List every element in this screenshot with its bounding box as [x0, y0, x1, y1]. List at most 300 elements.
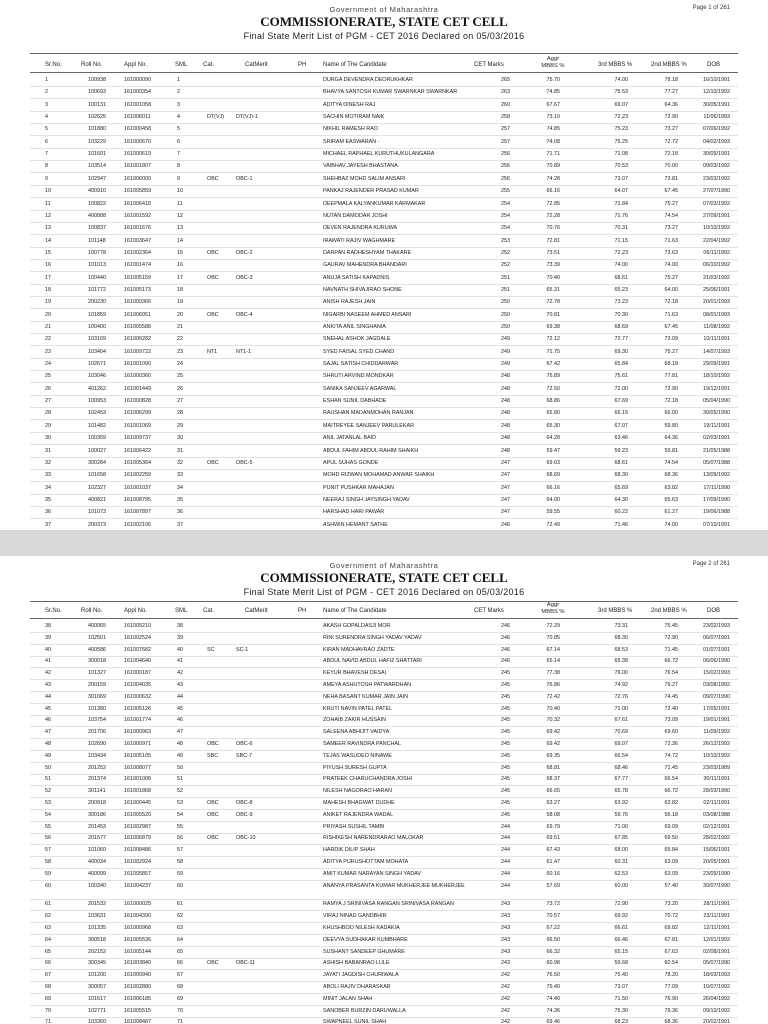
sml-cell: 35: [177, 496, 183, 503]
cet-marks-cell: 245: [501, 764, 510, 771]
roll-cell: 101060: [88, 847, 106, 854]
appl-cell: 161007682: [124, 646, 151, 653]
appl-cell: 161003840: [124, 960, 151, 967]
third-mbbs-cell: 64.30: [614, 496, 628, 503]
aggr-mbbs-cell: 59.55: [546, 509, 560, 516]
second-mbbs-cell: 59.81: [664, 447, 678, 454]
table-row: [0, 482, 768, 495]
third-mbbs-cell: 60.31: [614, 859, 628, 865]
third-mbbs-cell: 59.23: [614, 447, 628, 454]
sr-cell: 55: [45, 823, 51, 830]
appl-cell: 161005105: [124, 752, 151, 759]
third-mbbs-cell: 68.30: [614, 634, 628, 641]
third-mbbs-cell: 72.76: [614, 693, 628, 700]
roll-cell: 100400: [88, 324, 106, 330]
cet-marks-cell: 245: [501, 776, 510, 783]
table-row: [0, 86, 768, 99]
candidate-name-cell: ASHWIN HEMANT SATHE: [323, 521, 388, 528]
table-row: [0, 235, 768, 248]
candidate-name-cell: KIRAN MADHAVRAO ZADTE: [323, 646, 395, 653]
roll-cell: 103404: [88, 348, 106, 355]
third-mbbs-cell: 68.00: [614, 847, 628, 854]
appl-cell: 161001008: [124, 776, 151, 783]
third-mbbs-cell: 71.08: [614, 151, 628, 158]
aggr-mbbs-cell: 66.16: [546, 188, 560, 195]
candidate-name-cell: AMIT KUMAR NARAYAN SINGH YADAV: [323, 870, 421, 877]
document-subtitle: Final State Merit List of PGM - CET 2016 Declared on 05/03/2016: [243, 587, 525, 597]
aggr-mbbs-cell: 73.39: [546, 262, 560, 269]
dob-cell: 21/03/1992: [703, 274, 730, 281]
cet-marks-cell: 244: [501, 882, 510, 889]
aggr-mbbs-cell: 64.28: [546, 435, 560, 442]
appl-cell: 161005144: [124, 948, 151, 955]
aggr-mbbs-cell: 71.71: [546, 151, 560, 158]
cet-marks-cell: 249: [501, 348, 510, 355]
candidate-name-cell: ESHAN SUNIL DABHADE: [323, 398, 387, 405]
appl-cell: 161008077: [124, 764, 151, 771]
second-mbbs-cell: 57.40: [664, 882, 678, 889]
table-row: [0, 99, 768, 112]
aggr-mbbs-cell: 72.28: [546, 212, 560, 219]
dob-cell: 20/05/1991: [703, 859, 730, 865]
dob-cell: 11/08/1992: [703, 324, 730, 330]
appl-cell: 161006185: [124, 995, 151, 1002]
third-mbbs-cell: 69.92: [614, 913, 628, 920]
aggr-mbbs-cell: 57.69: [546, 882, 560, 889]
aggr-mbbs-cell: 66.16: [546, 484, 560, 491]
cet-marks-cell: 244: [501, 847, 510, 854]
aggr-mbbs-cell: 72.42: [546, 693, 560, 700]
cet-marks-cell: 248: [501, 373, 510, 380]
roll-cell: 102327: [88, 484, 106, 491]
candidate-name-cell: AMEYA ASHUTOSH PATWARDHAN: [323, 682, 412, 688]
cet-marks-cell: 253: [501, 237, 510, 244]
sml-cell: 31: [177, 447, 183, 454]
candidate-name-cell: HARDIK DILIP SHAH: [323, 847, 375, 854]
second-mbbs-cell: 76.36: [664, 1007, 678, 1014]
aggr-mbbs-cell: 74.28: [546, 175, 560, 182]
catmerit-cell: DT(VJ)-1: [236, 114, 258, 121]
candidate-name-cell: APUL SUHAS GONDE: [323, 459, 379, 466]
cet-marks-cell: 247: [501, 509, 510, 516]
second-mbbs-cell: 64.36: [664, 101, 678, 108]
cet-marks-cell: 251: [501, 286, 510, 293]
third-mbbs-cell: 68.61: [614, 274, 628, 281]
aggr-mbbs-cell: 72.50: [546, 385, 560, 392]
third-mbbs-cell: 75.25: [614, 138, 628, 145]
dob-cell: 17/09/1990: [703, 496, 730, 503]
roll-cell: 400910: [88, 188, 106, 195]
table-row: [0, 259, 768, 272]
sml-cell: 39: [177, 634, 183, 641]
cet-marks-cell: 245: [501, 800, 510, 806]
sml-cell: 18: [177, 286, 183, 293]
sr-cell: 5: [45, 126, 48, 133]
dob-cell: 12/01/1992: [703, 936, 730, 943]
aggr-mbbs-cell: 66.32: [546, 948, 560, 955]
third-mbbs-cell: 66.15: [614, 410, 628, 417]
header-bottom-rule: [30, 618, 738, 619]
cet-marks-cell: 265: [501, 77, 510, 83]
candidate-name-cell: ANANYA PRASANTA KUMAR MUKHERJEE MUKHERJEE: [323, 882, 465, 889]
second-mbbs-cell: 61.27: [664, 509, 678, 516]
dob-cell: 01/07/1991: [703, 646, 730, 653]
roll-cell: 101380: [88, 705, 106, 712]
sr-cell: 42: [45, 670, 51, 677]
roll-cell: 103046: [88, 373, 106, 380]
dob-cell: 23/09/1990: [703, 870, 730, 877]
dob-cell: 18/03/1993: [703, 972, 730, 979]
catmerit-cell: OBC-1: [236, 175, 253, 182]
sr-cell: 53: [45, 800, 51, 806]
appl-cell: 161001069: [124, 422, 151, 429]
roll-cell: 101482: [88, 422, 106, 429]
appl-cell: 161001058: [124, 101, 151, 108]
candidate-name-cell: HARSHAD HARI PAWAR: [323, 509, 385, 516]
appl-cell: 161005536: [124, 936, 151, 943]
candidate-name-cell: PUNIT PUSHKAR MAHAJAN: [323, 484, 394, 491]
candidate-name-cell: PANKAJ RAJENDER PRASAD KUMAR: [323, 188, 419, 195]
candidate-name-cell: SRIRAM EASWARAN -: [323, 138, 380, 145]
roll-cell: 101601: [88, 151, 106, 158]
table-row: [0, 123, 768, 136]
cet-marks-cell: 256: [501, 175, 510, 182]
sml-cell: 33: [177, 472, 183, 479]
roll-cell: 103229: [88, 138, 106, 145]
category-cell: DT(VJ): [207, 114, 225, 121]
category-cell: OBC: [207, 800, 219, 806]
second-mbbs-cell: 73.27: [664, 225, 678, 232]
dob-cell: 30/05/1990: [703, 410, 730, 417]
sml-cell: 46: [177, 717, 183, 724]
cet-marks-cell: 247: [501, 484, 510, 491]
appl-cell: 161000090: [124, 77, 151, 83]
col-header-name: Name of The Candidate: [323, 608, 387, 614]
dob-cell: 28/11/1991: [703, 901, 730, 908]
table-row: [0, 321, 768, 334]
roll-cell: 101880: [88, 126, 106, 133]
cet-marks-cell: 243: [501, 936, 510, 943]
col-header-aggr-line1: Aggr: [546, 56, 560, 62]
dob-cell: 09/07/1990: [703, 693, 730, 700]
aggr-mbbs-cell: 69.51: [546, 835, 560, 842]
appl-cell: 161009722: [124, 348, 151, 355]
third-mbbs-cell: 70.31: [614, 225, 628, 232]
cet-marks-cell: 257: [501, 126, 510, 133]
col-header-aggr: [538, 56, 568, 70]
roll-cell: 102671: [88, 361, 106, 368]
sr-cell: 12: [45, 212, 51, 219]
candidate-name-cell: MAHESH BHAGWAT DUDHE: [323, 800, 395, 806]
dob-cell: 08/01/1993: [703, 311, 730, 318]
dob-cell: 05/07/1990: [703, 960, 730, 967]
col-header-sml: SML: [175, 608, 188, 614]
sr-cell: 26: [45, 385, 51, 392]
roll-cell: 101200: [88, 972, 106, 979]
category-cell: OBC: [207, 311, 219, 318]
appl-cell: 161000828: [124, 398, 151, 405]
appl-cell: 161002880: [124, 984, 151, 990]
aggr-mbbs-cell: 76.50: [546, 972, 560, 979]
roll-cell: 103434: [88, 752, 106, 759]
sml-cell: 40: [177, 646, 183, 653]
second-mbbs-cell: 74.54: [664, 459, 678, 466]
cet-marks-cell: 249: [501, 336, 510, 343]
roll-cell: 103631: [88, 913, 106, 920]
col-header-sml: SML: [175, 62, 188, 68]
sml-cell: 44: [177, 693, 183, 700]
third-mbbs-cell: 72.23: [614, 114, 628, 121]
sml-cell: 5: [177, 126, 180, 133]
second-mbbs-cell: 72.18: [664, 398, 678, 405]
cet-marks-cell: 244: [501, 870, 510, 877]
sr-cell: 52: [45, 788, 51, 795]
roll-cell: 300518: [88, 936, 106, 943]
second-mbbs-cell: 75.27: [664, 348, 678, 355]
second-mbbs-cell: 76.90: [664, 995, 678, 1002]
sr-cell: 27: [45, 398, 51, 405]
roll-cell: 102625: [88, 114, 106, 121]
second-mbbs-cell: 75.27: [664, 274, 678, 281]
candidate-name-cell: NEERAJ SINGH JAYSINGH YADAV: [323, 496, 410, 503]
sml-cell: 30: [177, 435, 183, 442]
candidate-name-cell: SACHIN MOTIRAM NAIK: [323, 114, 385, 121]
third-mbbs-cell: 74.92: [614, 682, 628, 688]
dob-cell: 23/03/1989: [703, 764, 730, 771]
cet-marks-cell: 242: [501, 995, 510, 1002]
aggr-mbbs-cell: 76.89: [546, 373, 560, 380]
cet-marks-cell: 245: [501, 811, 510, 818]
roll-cell: 100822: [88, 200, 106, 207]
cet-marks-cell: 242: [501, 972, 510, 979]
cet-marks-cell: 263: [501, 89, 510, 96]
sml-cell: 6: [177, 138, 180, 145]
cet-marks-cell: 256: [501, 151, 510, 158]
aggr-mbbs-cell: 73.10: [546, 114, 560, 121]
aggr-mbbs-cell: 74.85: [546, 126, 560, 133]
roll-cell: 103360: [88, 1019, 106, 1024]
aggr-mbbs-cell: 64.00: [546, 496, 560, 503]
candidate-name-cell: RISHIKESH NARENDRARAO MALOKAR: [323, 835, 424, 842]
sml-cell: 57: [177, 847, 183, 854]
roll-cell: 103514: [88, 163, 106, 170]
cet-marks-cell: 252: [501, 249, 510, 256]
sml-cell: 70: [177, 1007, 183, 1014]
sml-cell: 16: [177, 262, 183, 269]
sr-cell: 51: [45, 776, 51, 783]
sr-cell: 11: [45, 200, 51, 207]
second-mbbs-cell: 68.36: [664, 472, 678, 479]
sml-cell: 7: [177, 151, 180, 158]
sml-cell: 52: [177, 788, 183, 795]
table-row: [0, 111, 768, 124]
candidate-name-cell: VAIBHAV JAYESH BHASTANA: [323, 163, 398, 170]
sr-cell: 65: [45, 948, 51, 955]
sr-cell: 63: [45, 925, 51, 931]
third-mbbs-cell: 74.00: [614, 77, 628, 83]
sml-cell: 15: [177, 249, 183, 256]
candidate-name-cell: KEYUR BHAVESH DESAI: [323, 670, 387, 677]
appl-cell: 161000445: [124, 800, 151, 806]
third-mbbs-cell: 71.15: [614, 237, 628, 244]
dob-cell: 23/11/1991: [703, 913, 730, 920]
third-mbbs-cell: 67.61: [614, 717, 628, 724]
sr-cell: 32: [45, 459, 51, 466]
table-row: [0, 346, 768, 359]
appl-cell: 161005173: [124, 286, 151, 293]
cet-marks-cell: 248: [501, 385, 510, 392]
second-mbbs-cell: 77.09: [664, 984, 678, 990]
dob-cell: 07/06/1992: [703, 126, 730, 133]
aggr-mbbs-cell: 65.14: [546, 658, 560, 665]
third-mbbs-cell: 71.00: [614, 823, 628, 830]
page-number: Page 1 of 261: [692, 5, 730, 11]
dob-cell: 26/04/1992: [703, 995, 730, 1002]
catmerit-cell: OBC-10: [236, 835, 256, 842]
third-mbbs-cell: 60.22: [614, 509, 628, 516]
third-mbbs-cell: 75.30: [614, 1007, 628, 1014]
dob-cell: 07/10/1991: [703, 521, 730, 528]
second-mbbs-cell: 63.09: [664, 859, 678, 865]
candidate-name-cell: ZOHAIB ZAKIR HUSSAIN: [323, 717, 386, 724]
appl-cell: 161000187: [124, 670, 151, 677]
appl-cell: 161002524: [124, 634, 151, 641]
second-mbbs-cell: 74.00: [664, 521, 678, 528]
appl-cell: 161004237: [124, 882, 151, 889]
aggr-mbbs-cell: 73.72: [546, 901, 560, 908]
candidate-name-cell: SNEHAL ASHOK JAGDALE: [323, 336, 391, 343]
candidate-name-cell: ABDUL FAHIM ABDUL RAHIM SHAIKH: [323, 447, 419, 454]
category-cell: OBC: [207, 459, 219, 466]
sml-cell: 64: [177, 936, 183, 943]
dob-cell: 26/12/1992: [703, 741, 730, 747]
dob-cell: 19/01/1991: [703, 717, 730, 724]
aggr-mbbs-cell: 73.51: [546, 249, 560, 256]
sr-cell: 68: [45, 984, 51, 990]
table-row: [0, 333, 768, 346]
candidate-name-cell: NEHA BASANT KUMAR JAIN JAIN: [323, 693, 408, 700]
sr-cell: 37: [45, 521, 51, 528]
candidate-name-cell: NIKHIL RAMESH RAO: [323, 126, 378, 133]
candidate-name-cell: ABDUL NAVID ABDUL HAFIZ SHATTARI: [323, 658, 422, 665]
cet-marks-cell: 256: [501, 163, 510, 170]
candidate-name-cell: DEVEN RAJENDRA KURUWA: [323, 225, 398, 232]
third-mbbs-cell: 65.69: [614, 484, 628, 491]
third-mbbs-cell: 76.00: [614, 670, 628, 677]
second-mbbs-cell: 71.45: [664, 764, 678, 771]
cet-marks-cell: 245: [501, 788, 510, 795]
dob-cell: 28/03/1990: [703, 788, 730, 795]
candidate-name-cell: ADITYA DINESH RAJ: [323, 101, 376, 108]
roll-cell: 100938: [88, 77, 106, 83]
aggr-mbbs-cell: 70.89: [546, 163, 560, 170]
second-mbbs-cell: 65.63: [664, 496, 678, 503]
third-mbbs-cell: 60.00: [614, 882, 628, 889]
aggr-mbbs-cell: 72.12: [546, 336, 560, 343]
sml-cell: 42: [177, 670, 183, 677]
appl-cell: 161001090: [124, 361, 151, 368]
appl-cell: 161004640: [124, 658, 151, 665]
aggr-mbbs-cell: 69.42: [546, 741, 560, 747]
aggr-mbbs-cell: 70.76: [546, 225, 560, 232]
col-header-aggr-line2: MBBS %: [541, 63, 565, 69]
col-header-dob: DOB: [707, 608, 721, 614]
second-mbbs-cell: 73.63: [664, 249, 678, 256]
cet-marks-cell: 245: [501, 693, 510, 700]
dob-cell: 20/02/1991: [703, 1019, 730, 1024]
appl-cell: 161004035: [124, 682, 151, 688]
second-mbbs-cell: 69.50: [664, 835, 678, 842]
third-mbbs-cell: 67.85: [614, 835, 628, 842]
sr-cell: 9: [45, 175, 48, 182]
third-mbbs-cell: 62.53: [614, 870, 628, 877]
second-mbbs-cell: 72.18: [664, 299, 678, 306]
third-mbbs-cell: 69.07: [614, 741, 628, 747]
sml-cell: 12: [177, 212, 183, 219]
cet-marks-cell: 248: [501, 435, 510, 442]
dob-cell: 19/06/1988: [703, 509, 730, 516]
third-mbbs-cell: 63.46: [614, 435, 628, 442]
sr-cell: 7: [45, 151, 48, 158]
candidate-name-cell: NIGARBI NASEEM AHMED ANSARI: [323, 311, 412, 318]
sml-cell: 56: [177, 835, 183, 842]
cet-marks-cell: 254: [501, 225, 510, 232]
third-mbbs-cell: 70.69: [614, 729, 628, 736]
sml-cell: 3: [177, 101, 180, 108]
second-mbbs-cell: 66.72: [664, 658, 678, 665]
candidate-name-cell: PRATEEK CHARUCHANDRA JOSHI: [323, 776, 413, 783]
catmerit-cell: OBC-8: [236, 800, 253, 806]
sr-cell: 43: [45, 682, 51, 688]
roll-cell: 101658: [88, 472, 106, 479]
second-mbbs-cell: 77.27: [664, 89, 678, 96]
cet-marks-cell: 250: [501, 324, 510, 330]
second-mbbs-cell: 73.20: [664, 901, 678, 908]
second-mbbs-cell: 75.27: [664, 200, 678, 207]
sr-cell: 3: [45, 101, 48, 108]
candidate-name-cell: SWAPNEEL SUNIL SHAH: [323, 1019, 387, 1024]
cet-marks-cell: 255: [501, 188, 510, 195]
third-mbbs-cell: 69.30: [614, 348, 628, 355]
appl-cell: 161006418: [124, 200, 151, 207]
sr-cell: 4: [45, 114, 48, 121]
roll-cell: 400034: [88, 859, 106, 865]
candidate-name-cell: PIYUSH SURESH GUPTA: [323, 764, 387, 771]
appl-cell: 161009737: [124, 435, 151, 442]
sr-cell: 30: [45, 435, 51, 442]
appl-cell: 161000940: [124, 972, 151, 979]
aggr-mbbs-cell: 65.31: [546, 286, 560, 293]
sml-cell: 37: [177, 521, 183, 528]
sr-cell: 6: [45, 138, 48, 145]
third-mbbs-cell: 71.00: [614, 705, 628, 712]
sr-cell: 10: [45, 188, 51, 195]
dob-cell: 23/03/1992: [703, 175, 730, 182]
sml-cell: 47: [177, 729, 183, 736]
appl-cell: 161000025: [124, 901, 151, 908]
candidate-name-cell: DARPAN RADHESHYAM THAKARE: [323, 249, 412, 256]
sr-cell: 19: [45, 299, 51, 306]
roll-cell: 200230: [88, 299, 106, 306]
second-mbbs-cell: 70.72: [664, 913, 678, 920]
dob-cell: 17/11/1990: [703, 484, 730, 491]
appl-cell: 161000458: [124, 126, 151, 133]
candidate-name-cell: DURGA DEVENDRA DEORUKHKAR: [323, 77, 413, 83]
col-header-2nd-mbbs: 2nd MBBS %: [651, 608, 687, 614]
second-mbbs-cell: 74.72: [664, 752, 678, 759]
third-mbbs-cell: 71.46: [614, 521, 628, 528]
appl-cell: 161001807: [124, 163, 151, 170]
